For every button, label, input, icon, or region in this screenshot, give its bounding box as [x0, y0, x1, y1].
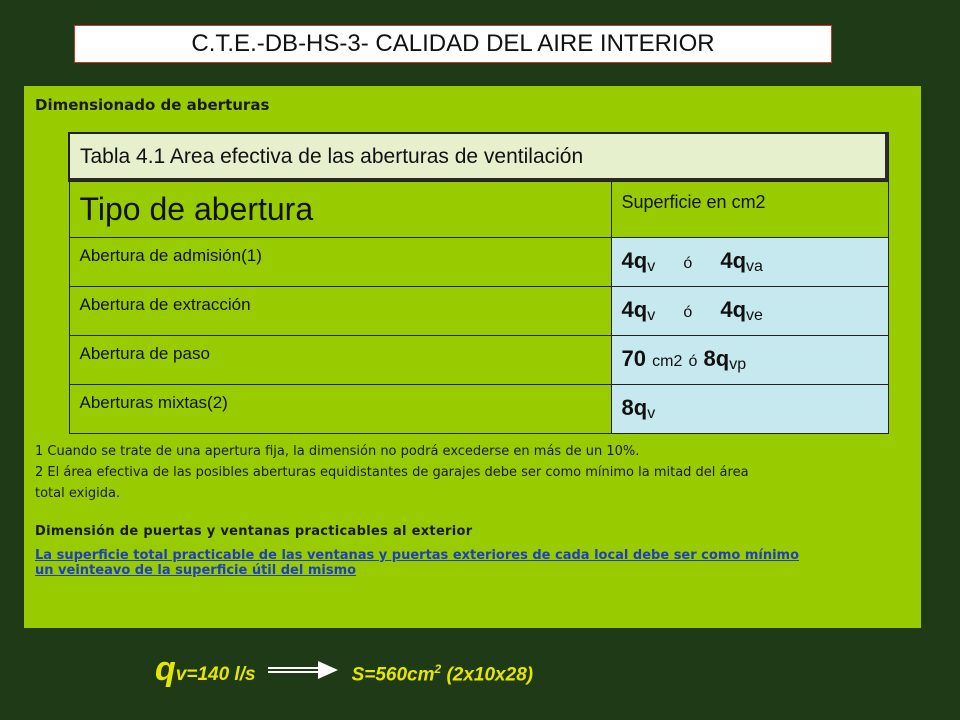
- flow-formula: [155, 650, 533, 689]
- column-header-type: Tipo de abertura: [69, 181, 611, 237]
- section-heading: Dimensionado de aberturas: [35, 96, 270, 114]
- content-panel: [24, 86, 921, 628]
- row-value: 8qv: [611, 384, 889, 433]
- subsection-link[interactable]: La superficie total practicable de las ventanas y puertas exteriores de cada local debe ser como mínimo un veinteavo de la superficie útil del mismo: [35, 548, 800, 578]
- table-row: [69, 237, 889, 286]
- ventilation-table: [68, 132, 889, 434]
- table-row: [69, 286, 889, 335]
- formula-flow: v=140 l/s: [175, 664, 256, 685]
- row-value: 4qv ó 4qva: [611, 237, 889, 286]
- table-notes: [35, 441, 905, 504]
- page-title-text: C.T.E.-DB-HS-3- CALIDAD DEL AIRE INTERIOR: [191, 30, 715, 57]
- page-title: [74, 25, 832, 63]
- row-label: Abertura de paso: [69, 335, 611, 384]
- arrow-right-icon: [268, 659, 338, 681]
- table-row: [69, 335, 889, 384]
- subsection-heading: Dimensión de puertas y ventanas practicables al exterior: [35, 524, 473, 539]
- table-caption: Tabla 4.1 Area efectiva de las aberturas de ventilación: [69, 133, 889, 181]
- note-1: 1 Cuando se trate de una apertura fija, la dimensión no podrá excederse en más de un 10%.: [35, 444, 640, 459]
- row-label: Abertura de extracción: [69, 286, 611, 335]
- column-header-area: Superficie en cm2: [611, 181, 889, 237]
- formula-area: $S=560cm^2$ (2x10x28): [351, 661, 534, 685]
- note-2-continued: total exigida.: [35, 486, 121, 501]
- note-2: 2 El área efectiva de las posibles aberturas equidistantes de garajes debe ser como mínimo la mitad del área: [35, 465, 749, 480]
- row-value: 70 cm2 ó 8qvp: [611, 335, 889, 384]
- formula-q: q: [155, 650, 176, 688]
- table-row: [69, 384, 889, 433]
- row-label: Aberturas mixtas(2): [69, 384, 611, 433]
- row-value: 4qv ó 4qve: [611, 286, 889, 335]
- row-label: Abertura de admisión(1): [69, 237, 611, 286]
